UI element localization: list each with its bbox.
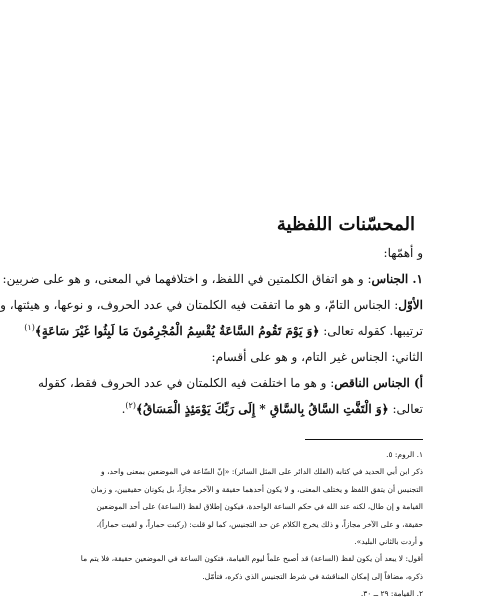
section-title: المحسّنات اللفظية [276, 214, 415, 235]
intro-line: و أهمّها: [383, 246, 423, 260]
footnote-line: ١. الروم: ٥. [386, 450, 423, 459]
paragraph-second-type: الثاني: الجناس غير التام، و هو على أقسام: [211, 350, 423, 364]
quran-verse: ﴿وَ يَوْمَ تَقُومُ السَّاعَةُ يُقْسِمُ الْمُجْرِمُونَ مَا لَبِثُوا غَيْرَ سَاعَةٍ﴾ [34, 324, 320, 338]
paragraph-jinas [2, 266, 423, 292]
paragraph-text: : الجناس التامّ، و هو ما اتفقت فيه الكلمتان في عدد الحروف، و نوعها، و هيئتها، و [0, 298, 399, 312]
footnote-ref: (١) [24, 323, 35, 332]
term-first: الأوّل [398, 298, 423, 312]
footnote-line: و أردت بالثاني البليد». [354, 537, 423, 547]
footnote-line: التجنيس أن يتفق اللفظ و يختلف المعنى، و لا يكون أحدهما حقيقة و الآخر مجازاً، بل يكونان حقيقيين، و زمان [90, 484, 423, 494]
paragraph-naqis-cont [117, 396, 423, 422]
paragraph-text: ترتيبها. كقوله تعالى: [323, 324, 423, 338]
paragraph-text: : و هو ما اختلفت فيه الكلمتان في عدد الحروف فقط، كقوله [37, 376, 335, 390]
footnote-separator [305, 439, 423, 440]
footnote-line: ٢. القيامة: ٢٩ ــ ٣٠. [360, 589, 423, 599]
paragraph-naqis [37, 370, 423, 396]
footnotes [80, 446, 423, 603]
main-text [0, 240, 423, 422]
footnote-line: ذكر ابن أبي الحديد في كتابه (الفلك الدائر على المثل السائر): «إنّ السّاعة في الموضعين بمعنى واحد، و [101, 467, 423, 477]
footnote-ref: (٢) [125, 401, 136, 410]
paragraph-text: تعالى: [392, 402, 423, 416]
quran-verse: ﴿وَ الْتَفَّتِ السَّاقُ بِالسَّاقِ * إِلَى رَبِّكَ يَوْمَئِذٍ الْمَسَاقُ﴾ [135, 402, 389, 416]
paragraph-text: : و هو اتفاق الكلمتين في اللفظ، و اختلافهما في المعنى، و هو على ضربين: [2, 272, 372, 286]
footnote-line: أقول: لا يبعد أن يكون لفظ (الساعة) قد أصبح علماً ليوم القيامة، فتكون الساعة في الموضعين حقيقة، فلا يتم ما [80, 554, 423, 564]
footnote-line: ذكره، مضافاً إلى إمكان المناقشة في شرط التجنيس الذي ذكره، فتأمّل. [202, 571, 423, 581]
paragraph-first-type-cont [24, 318, 423, 344]
footnote-line: القيامة و إن طال، لكنه عند الله في حكم الساعة الواحدة، فيكون إطلاق لفظ (الساعة) على أحد الموضعين [96, 502, 423, 512]
term-jinas: ١. الجناس [371, 272, 423, 286]
paragraph-first-type [0, 292, 423, 318]
paragraph-text: . [121, 402, 126, 416]
term-naqis: أ) الجناس الناقص [334, 376, 423, 390]
footnote-line: حقيقة، و على الآخر مجازاً، و ذلك يخرج الكلام عن حد التجنيس، كما لو قلت: (ركبت حماراً، و لقيت حماراً)، [96, 519, 423, 529]
